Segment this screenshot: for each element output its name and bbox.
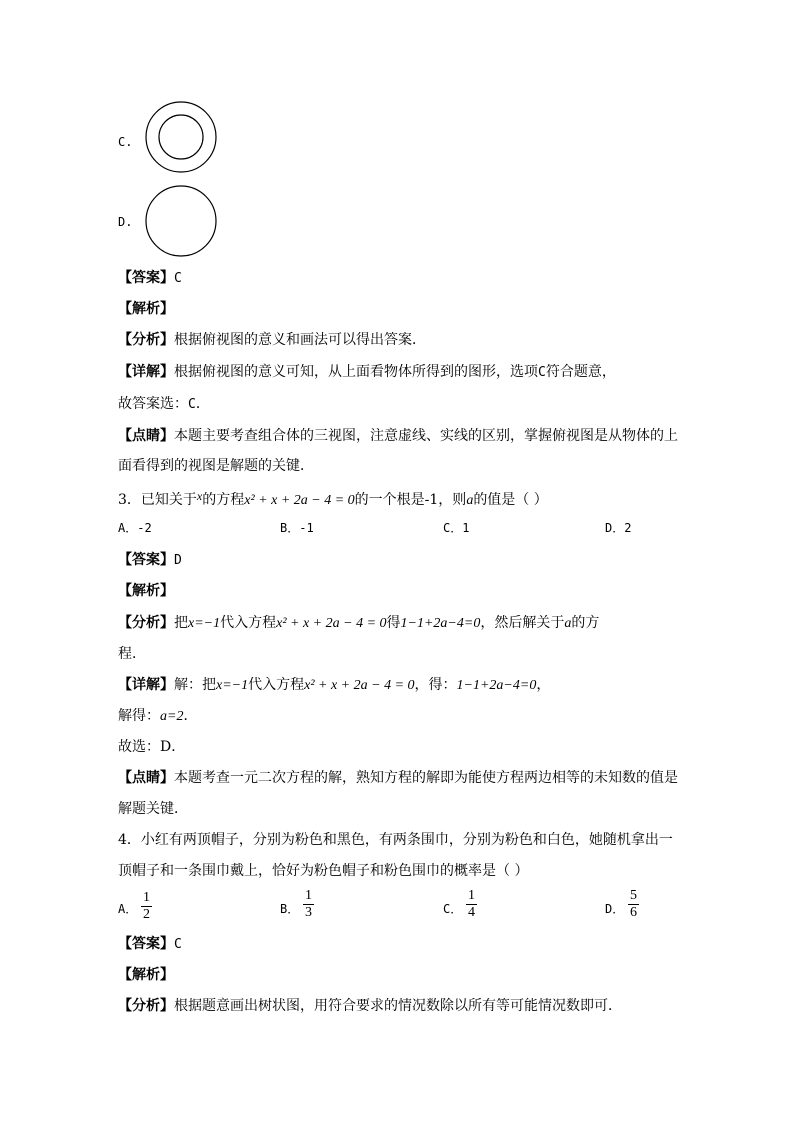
q3-fenxi-2 (118, 644, 146, 664)
fraction-denominator: 6 (630, 905, 637, 920)
xiangjie-tag: 【详解】 (118, 677, 174, 693)
fenxi-tag: 【分析】 (118, 998, 174, 1014)
q4-answer (118, 934, 182, 955)
xiangjie-substitution: x=−1 (216, 678, 249, 693)
xiangjie-text-2: 代入方程 (248, 677, 305, 693)
fraction-numerator: 5 (630, 888, 637, 903)
q4-option-d-label: D． (605, 902, 625, 916)
stem-text-1: 已知关于 (140, 492, 197, 508)
figure-c-concentric-circles (143, 99, 219, 175)
q3-option-b: B．-1 (280, 521, 314, 535)
fraction-denominator: 4 (468, 905, 475, 920)
dianjing-text-2: 面看得到的视图是解题的关键． (118, 458, 314, 474)
fenxi-text: 根据俯视图的意义和画法可以得出答案． (174, 332, 426, 348)
q3-fenxi-1 (118, 613, 599, 634)
q4-fenxi (118, 996, 622, 1016)
stem-text-2: 顶帽子和一条围巾戴上，恰好为粉色帽子和粉色围巾的概率是（ ） (118, 863, 529, 879)
q4-option-b-label: B． (280, 902, 300, 916)
analysis-tag: 【解析】 (118, 583, 174, 599)
var-x: x (196, 489, 203, 503)
q3-option-d: D．2 (605, 521, 632, 535)
solve-equation: a=2 (160, 709, 184, 724)
stem-text-3: 的一个根是-1，则 (354, 492, 467, 508)
answer-tag: 【答案】 (118, 552, 174, 568)
fraction-numerator: 1 (143, 890, 150, 905)
figure-d-label: D. (118, 215, 133, 229)
solve-text-1: 解得： (118, 708, 160, 724)
equation: x² + x + 2a − 4 = 0 (244, 493, 355, 508)
stem-text-1: 小红有两顶帽子，分别为粉色和黑色，有两条围巾，分别为粉色和白色，她随机拿出一 (140, 832, 673, 848)
figure-c-inner-circle (159, 115, 203, 159)
fenxi-text: 根据题意画出树状图，用符合要求的情况数除以所有等可能情况数即可． (174, 998, 622, 1014)
q4-option-d-fraction (628, 888, 639, 921)
conclusion-text-2: ． (195, 396, 210, 412)
fenxi-tag: 【分析】 (118, 615, 174, 631)
q4-stem-1 (118, 830, 673, 850)
xiangjie-equation: x² + x + 2a − 4 = 0 (304, 678, 415, 693)
fenxi-substitution: x=−1 (188, 616, 221, 631)
q3-dianjing-2 (118, 799, 188, 819)
q3-answer (118, 550, 182, 571)
dianjing-text-1: 本题主要考查组合体的三视图，注意虚线、实线的区别，掌握俯视图是从物体的上 (174, 428, 678, 444)
xiangjie-option: C (538, 365, 546, 380)
fenxi-text-2: 代入方程 (220, 615, 277, 631)
fenxi-var: a (564, 616, 572, 631)
fraction-numerator: 1 (305, 888, 312, 903)
fraction-denominator: 2 (143, 907, 150, 922)
dianjing-text-2: 解题关键． (118, 801, 188, 817)
q3-solve (118, 706, 197, 727)
xiangjie-text-2: 符合题意， (545, 364, 616, 380)
answer-value: C (174, 937, 182, 952)
dianjing-text-1: 本题考查一元二次方程的解，熟知方程的解即为能使方程两边相等的未知数的值是 (174, 770, 678, 786)
q4-option-a-fraction (141, 890, 152, 923)
q4-option-c-label: C． (443, 902, 463, 916)
fenxi-equation-2: 1−1+2a−4=0 (400, 616, 481, 631)
figure-d-circle (143, 183, 219, 259)
q4-option-c-fraction (466, 888, 477, 921)
fenxi-text-1: 把 (174, 615, 188, 631)
q2-dianjing-2 (118, 456, 314, 476)
xiangjie-text-3: ，得： (414, 677, 457, 693)
q2-analysis-heading (118, 299, 174, 319)
xiangjie-equation-2: 1−1+2a−4=0 (456, 678, 537, 693)
q3-conclusion (118, 737, 185, 757)
stem-text-4: 的值是（ ） (473, 492, 548, 508)
xiangjie-tag: 【详解】 (118, 364, 174, 380)
figure-c-outer-circle (146, 102, 216, 172)
xiangjie-text-1: 根据俯视图的意义可知，从上面看物体所得到的图形，选项 (174, 364, 538, 380)
analysis-tag: 【解析】 (118, 301, 174, 317)
conclusion-text-1: 故答案选： (118, 396, 188, 412)
q2-xiangjie (118, 362, 616, 383)
answer-value: D (174, 553, 182, 568)
answer-tag: 【答案】 (118, 936, 174, 952)
q4-analysis-heading (118, 965, 174, 985)
fraction-denominator: 3 (305, 905, 312, 920)
fraction-numerator: 1 (468, 888, 475, 903)
q4-stem-2 (118, 861, 528, 881)
solve-text-2: ． (183, 708, 198, 724)
fenxi-text-4: ，然后解关于 (480, 615, 565, 631)
q3-stem (118, 486, 548, 511)
q3-option-a: A．-2 (118, 521, 152, 535)
figure-d-outer-circle (146, 186, 216, 256)
xiangjie-text-4: ， (536, 677, 551, 693)
dianjing-tag: 【点睛】 (118, 428, 174, 444)
stem-text-2: 的方程 (202, 492, 245, 508)
q2-answer (118, 268, 182, 289)
answer-tag: 【答案】 (118, 270, 174, 286)
fenxi-text-5: 的方 (571, 615, 600, 631)
q3-analysis-heading (118, 581, 174, 601)
q4-option-a-label: A． (118, 902, 138, 916)
answer-value: C (174, 271, 182, 286)
dianjing-tag: 【点睛】 (118, 770, 174, 786)
question-number: 3． (118, 492, 141, 508)
fenxi-text-3: 得 (386, 615, 401, 631)
q3-option-c: C．1 (443, 521, 470, 535)
conclusion-text: 故选：D． (118, 739, 186, 755)
fenxi-equation: x² + x + 2a − 4 = 0 (276, 616, 387, 631)
q3-dianjing-1 (118, 768, 678, 788)
q3-xiangjie (118, 675, 550, 696)
q2-fenxi (118, 330, 426, 350)
analysis-tag: 【解析】 (118, 967, 174, 983)
question-number: 4． (118, 832, 141, 848)
q2-conclusion (118, 394, 210, 415)
fenxi-text-6: 程． (118, 646, 146, 662)
q4-option-b-fraction (303, 888, 314, 921)
fenxi-tag: 【分析】 (118, 332, 174, 348)
figure-c-label: C. (118, 135, 133, 149)
conclusion-option: C (188, 397, 196, 412)
var-a: a (466, 493, 474, 508)
q2-dianjing-1 (118, 426, 678, 446)
xiangjie-text-1: 解：把 (174, 677, 216, 693)
